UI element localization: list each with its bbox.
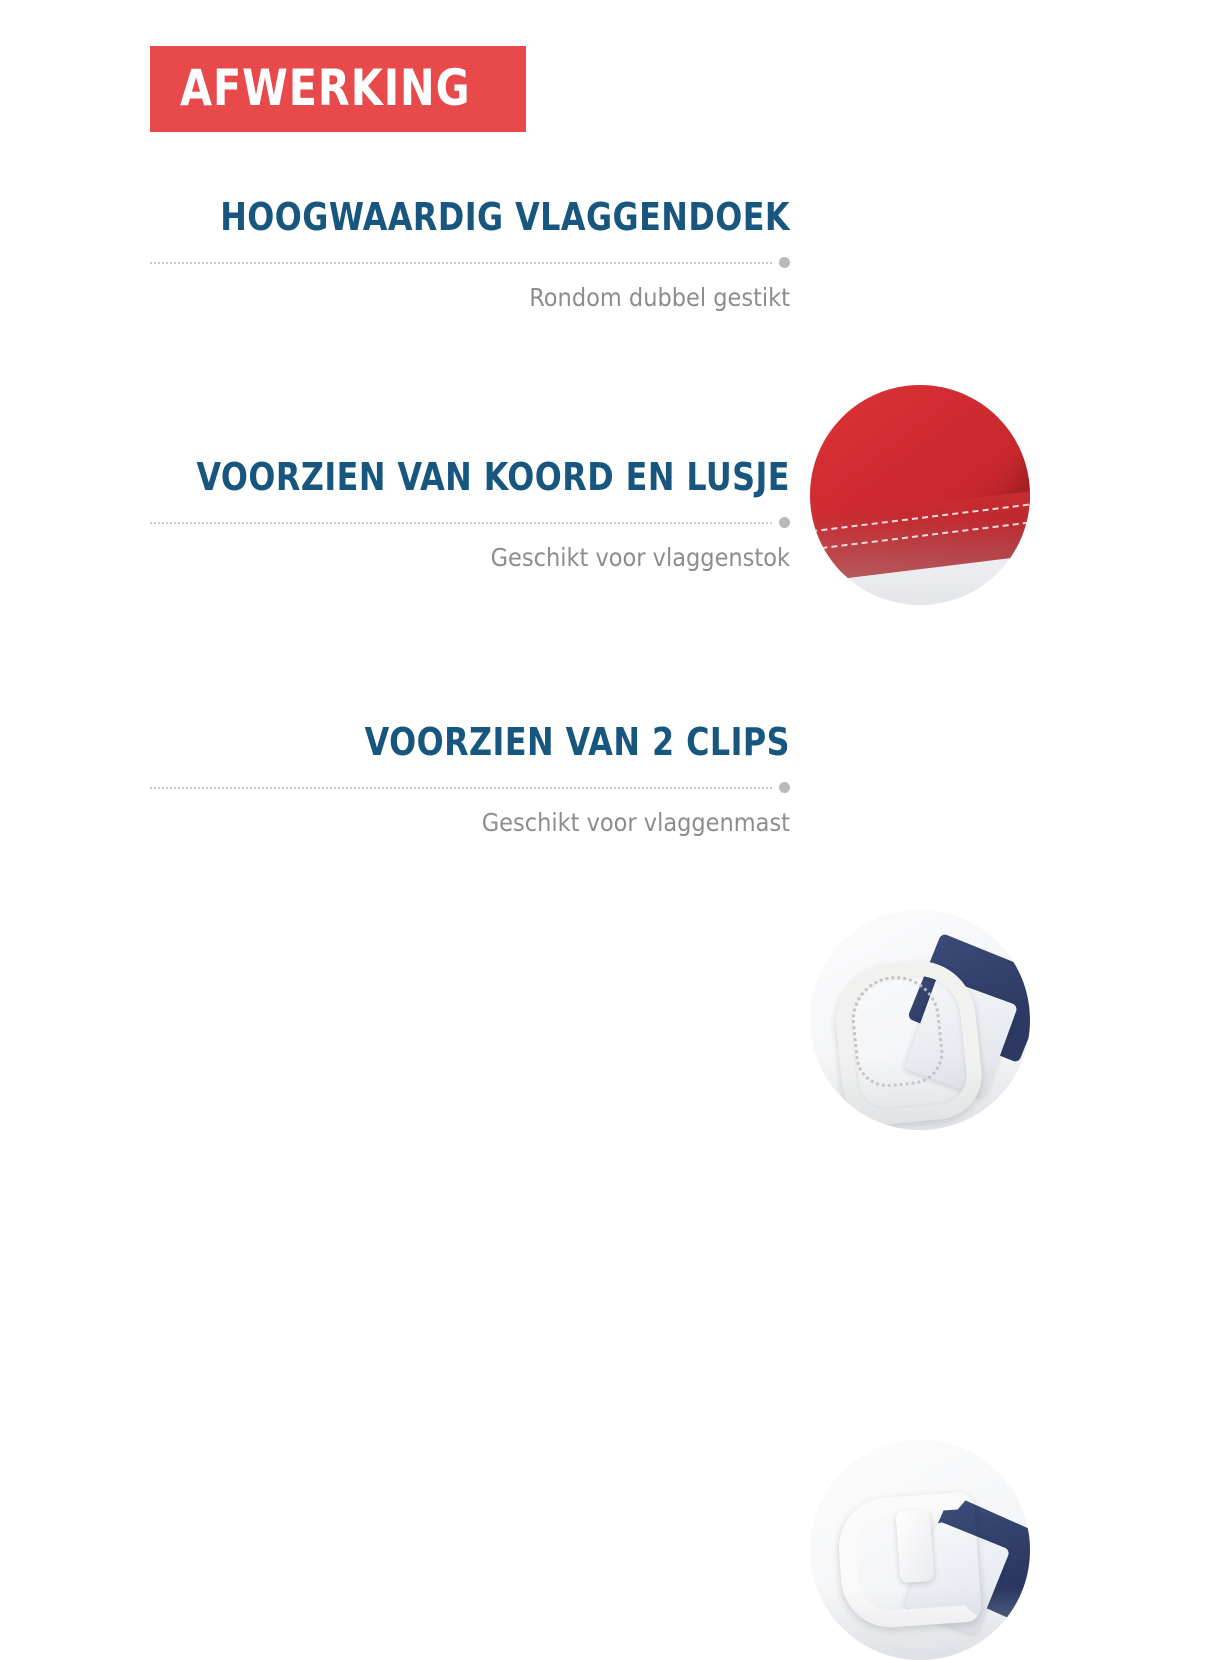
feature-2-title: VOORZIEN VAN KOORD EN LUSJE <box>196 455 791 499</box>
feature-row-1 <box>0 195 1222 475</box>
feature-2-subtitle: Geschikt voor vlaggenstok <box>490 543 790 572</box>
feature-1-divider <box>150 257 790 269</box>
connector-dot-icon <box>779 517 790 528</box>
connector-dot-icon <box>779 257 790 268</box>
photo-3-shadow <box>810 1588 1030 1660</box>
feature-3-divider <box>150 782 790 794</box>
photo-2-shadow <box>810 1058 1030 1130</box>
feature-2-text <box>150 455 790 573</box>
feature-1-text <box>150 195 790 313</box>
page-title: AFWERKING <box>180 59 471 117</box>
flag-clip-photo <box>810 1440 1030 1660</box>
feature-3-subtitle: Geschikt voor vlaggenmast <box>481 808 790 837</box>
feature-row-2 <box>0 455 1222 735</box>
feature-3-title: VOORZIEN VAN 2 CLIPS <box>364 720 790 764</box>
feature-3-text <box>150 720 790 838</box>
feature-1-subtitle: Rondom dubbel gestikt <box>529 283 790 312</box>
plastic-clip-body <box>896 1509 935 1583</box>
photo-3-content <box>810 1440 1030 1660</box>
feature-row-3 <box>0 720 1222 1000</box>
connector-dot-icon <box>779 782 790 793</box>
dotted-line <box>150 262 772 264</box>
page-title-badge <box>150 46 526 132</box>
dotted-line <box>150 522 772 524</box>
feature-2-divider <box>150 517 790 529</box>
feature-1-title: HOOGWAARDIG VLAGGENDOEK <box>220 195 790 239</box>
dotted-line <box>150 787 772 789</box>
